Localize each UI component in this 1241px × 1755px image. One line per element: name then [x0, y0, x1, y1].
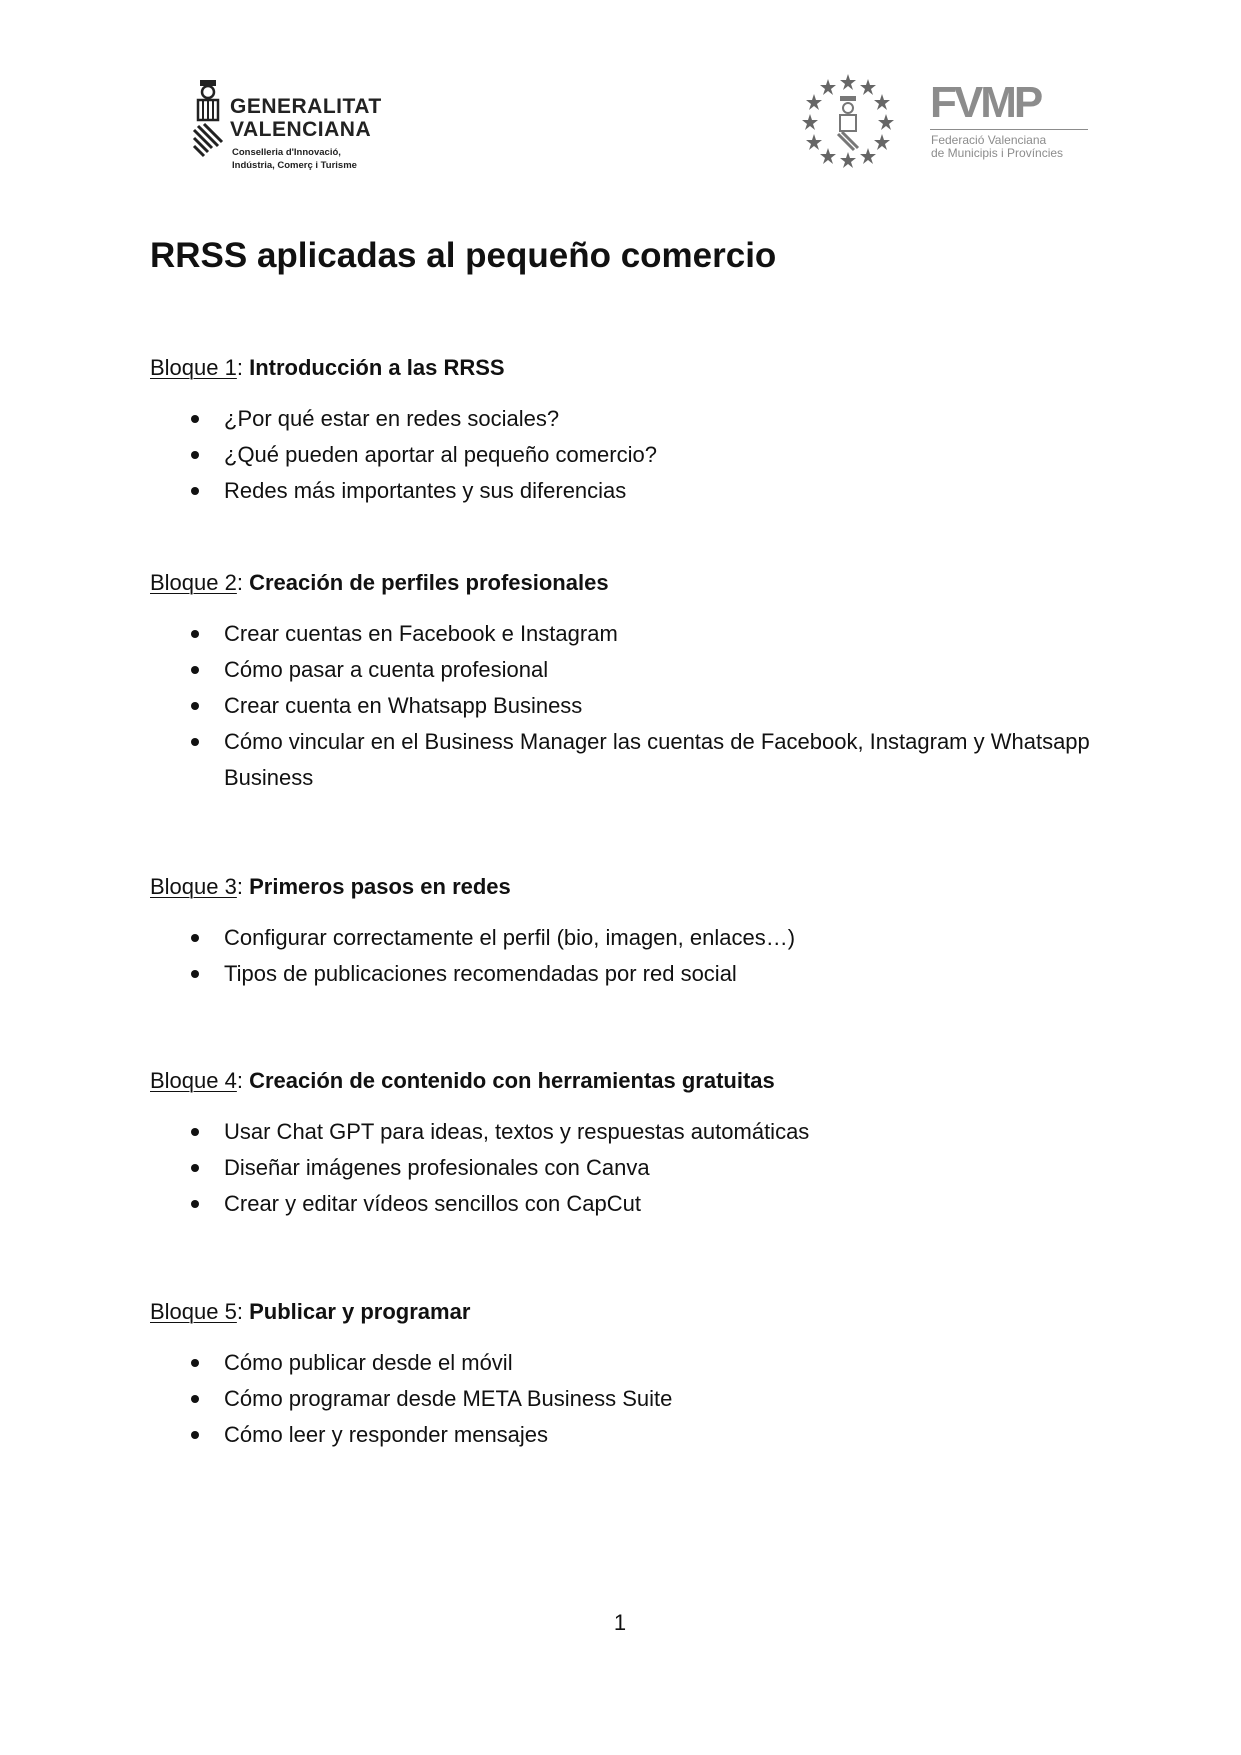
bullet-icon [191, 415, 199, 423]
list-item: Cómo vincular en el Business Manager las cuentas de Facebook, Instagram y Whatsapp Business [150, 724, 1100, 796]
bullet-icon [191, 666, 199, 674]
generalitat-valenciana-logo [192, 78, 382, 178]
bullet-icon [191, 1128, 199, 1136]
block-heading: Bloque 1: Introducción a las RRSS [150, 355, 505, 380]
conselleria-line-2: Indústria, Comerç i Turisme [232, 160, 357, 171]
block-1 [150, 353, 1100, 509]
block-title: Primeros pasos en redes [249, 874, 511, 899]
list-item: Usar Chat GPT para ideas, textos y respuestas automáticas [150, 1114, 1100, 1150]
list-item: Crear cuentas en Facebook e Instagram [150, 616, 1100, 652]
list-item: Crear cuenta en Whatsapp Business [150, 688, 1100, 724]
bullet-icon [191, 934, 199, 942]
list-item: Cómo leer y responder mensajes [150, 1417, 1100, 1453]
list-item: Diseñar imágenes profesionales con Canva [150, 1150, 1100, 1186]
block-title: Introducción a las RRSS [249, 355, 505, 380]
gv-line-1: GENERALITAT [230, 95, 382, 118]
block-heading: Bloque 5: Publicar y programar [150, 1299, 471, 1324]
bullet-icon [191, 1200, 199, 1208]
block-item-list [150, 401, 1100, 509]
block-title: Publicar y programar [249, 1299, 471, 1324]
list-item: ¿Qué pueden aportar al pequeño comercio? [150, 437, 1100, 473]
block-item-list [150, 1114, 1100, 1222]
page-number: 1 [613, 1610, 627, 1635]
block-heading: Bloque 2: Creación de perfiles profesionales [150, 570, 609, 595]
fvmp-logo [800, 72, 1100, 182]
gv-line-2: VALENCIANA [230, 118, 372, 141]
bullet-icon [191, 1164, 199, 1172]
block-item-list [150, 616, 1100, 796]
list-item: Cómo pasar a cuenta profesional [150, 652, 1100, 688]
list-item: Crear y editar vídeos sencillos con CapCut [150, 1186, 1100, 1222]
bullet-icon [191, 1431, 199, 1439]
block-label: Bloque 3 [150, 874, 237, 899]
fvmp-full-name [931, 134, 1063, 160]
block-label: Bloque 2 [150, 570, 237, 595]
block-heading: Bloque 3: Primeros pasos en redes [150, 874, 511, 899]
list-item: Configurar correctamente el perfil (bio, imagen, enlaces…) [150, 920, 1100, 956]
list-item: Cómo publicar desde el móvil [150, 1345, 1100, 1381]
fvmp-name-line-1: Federació Valenciana [931, 133, 1047, 147]
block-4 [150, 1066, 1100, 1222]
block-title: Creación de perfiles profesionales [249, 570, 609, 595]
generalitat-wordmark [230, 95, 382, 141]
block-label: Bloque 5 [150, 1299, 237, 1324]
conselleria-name [232, 146, 357, 172]
block-3 [150, 872, 1100, 992]
list-item: ¿Por qué estar en redes sociales? [150, 401, 1100, 437]
generalitat-crest-icon [192, 78, 226, 160]
block-title: Creación de contenido con herramientas gratuitas [249, 1068, 775, 1093]
bullet-icon [191, 1359, 199, 1367]
block-label: Bloque 1 [150, 355, 237, 380]
block-5 [150, 1297, 1100, 1453]
block-item-list [150, 1345, 1100, 1453]
fvmp-stars-emblem-icon [800, 72, 896, 172]
bullet-icon [191, 738, 199, 746]
bullet-icon [191, 702, 199, 710]
block-2 [150, 568, 1100, 796]
conselleria-line-1: Conselleria d'Innovació, [232, 147, 341, 158]
block-item-list [150, 920, 1100, 992]
list-item: Cómo programar desde META Business Suite [150, 1381, 1100, 1417]
fvmp-acronym: FVMP [930, 78, 1041, 127]
bullet-icon [191, 451, 199, 459]
bullet-icon [191, 630, 199, 638]
block-heading: Bloque 4: Creación de contenido con herramientas gratuitas [150, 1068, 775, 1093]
document-title: RRSS aplicadas al pequeño comercio [150, 236, 777, 275]
list-item: Tipos de publicaciones recomendadas por red social [150, 956, 1100, 992]
list-item: Redes más importantes y sus diferencias [150, 473, 1100, 509]
fvmp-divider [930, 129, 1088, 130]
bullet-icon [191, 970, 199, 978]
block-label: Bloque 4 [150, 1068, 237, 1093]
bullet-icon [191, 487, 199, 495]
bullet-icon [191, 1395, 199, 1403]
fvmp-name-line-2: de Municipis i Províncies [931, 146, 1064, 160]
